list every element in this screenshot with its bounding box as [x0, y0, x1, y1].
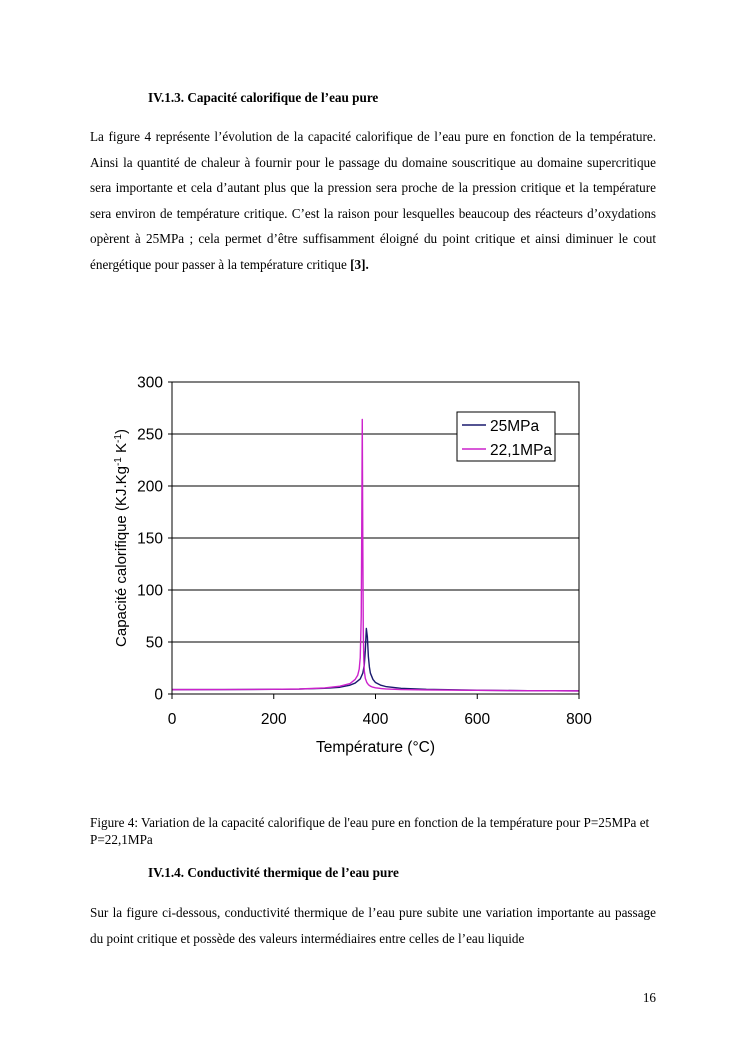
- legend-label-25mpa: 25MPa: [490, 418, 540, 435]
- y-tick-label: 0: [154, 686, 163, 704]
- y-axis-label-superscript: -1: [112, 434, 124, 443]
- y-tick-label: 250: [137, 426, 163, 444]
- x-tick-label: 0: [167, 711, 177, 728]
- y-axis-label-part: K: [113, 442, 130, 458]
- y-axis-label-part: Capacité calorifique (KJ.Kg: [113, 466, 130, 647]
- section-heading: IV.1.4. Conductivité thermique de l’eau pure: [148, 865, 399, 880]
- figure-caption: Figure 4: Variation de la capacité calorifique de l'eau pure en fonction de la température pour P=25MPa et P=22,1MPa: [90, 815, 650, 847]
- chart-gridlines: [172, 434, 579, 642]
- y-axis-label: [113, 429, 131, 647]
- y-tick-label: 50: [145, 634, 163, 652]
- series-line-0: [172, 628, 579, 690]
- chart-legend: [457, 412, 555, 461]
- y-axis-label-part: ): [113, 429, 130, 435]
- x-axis-tick-labels: [168, 711, 593, 728]
- y-axis-tick-labels: [137, 375, 163, 704]
- y-tick-label: 100: [137, 582, 163, 600]
- citation: [3].: [350, 256, 369, 272]
- page-number: 16: [642, 990, 656, 1005]
- x-tick-label: 600: [464, 711, 491, 728]
- section-heading: IV.1.3. Capacité calorifique de l’eau pure: [148, 90, 379, 105]
- y-tick-label: 200: [137, 478, 163, 496]
- paragraph-text: La figure 4 représente l’évolution de la capacité calorifique de l’eau pure en fonction de la température. Ainsi la quantité de chaleur à fournir pour le passage du domaine souscritique au domaine supercritique sera importante et cela d’autant plus que la pression sera proche de la pression critique et la température sera environ de température critique. C’est la raison pour lesquelles beaucoup des réacteurs d’oxydations opèrent à 25MPa ; cela permet d’être suffisamment éloigné du point critique et ainsi diminuer le cout énergétique pour passer à la température critique: [90, 129, 656, 272]
- legend-label-22-1mpa: 22,1MPa: [490, 442, 553, 459]
- x-axis-label: Température (°C): [315, 739, 436, 756]
- y-tick-label: 300: [137, 374, 163, 392]
- body-paragraph: Sur la figure ci-dessous, conductivité thermique de l’eau pure subite une variation importante au passage du point critique et possède des valeurs intermédiaires entre celles de l’eau liquide: [90, 905, 656, 946]
- y-tick-label: 150: [137, 530, 163, 548]
- x-tick-label: 200: [260, 711, 287, 728]
- x-tick-label: 800: [566, 711, 592, 728]
- x-tick-label: 400: [362, 711, 389, 728]
- y-axis-label-superscript: -1: [112, 457, 124, 467]
